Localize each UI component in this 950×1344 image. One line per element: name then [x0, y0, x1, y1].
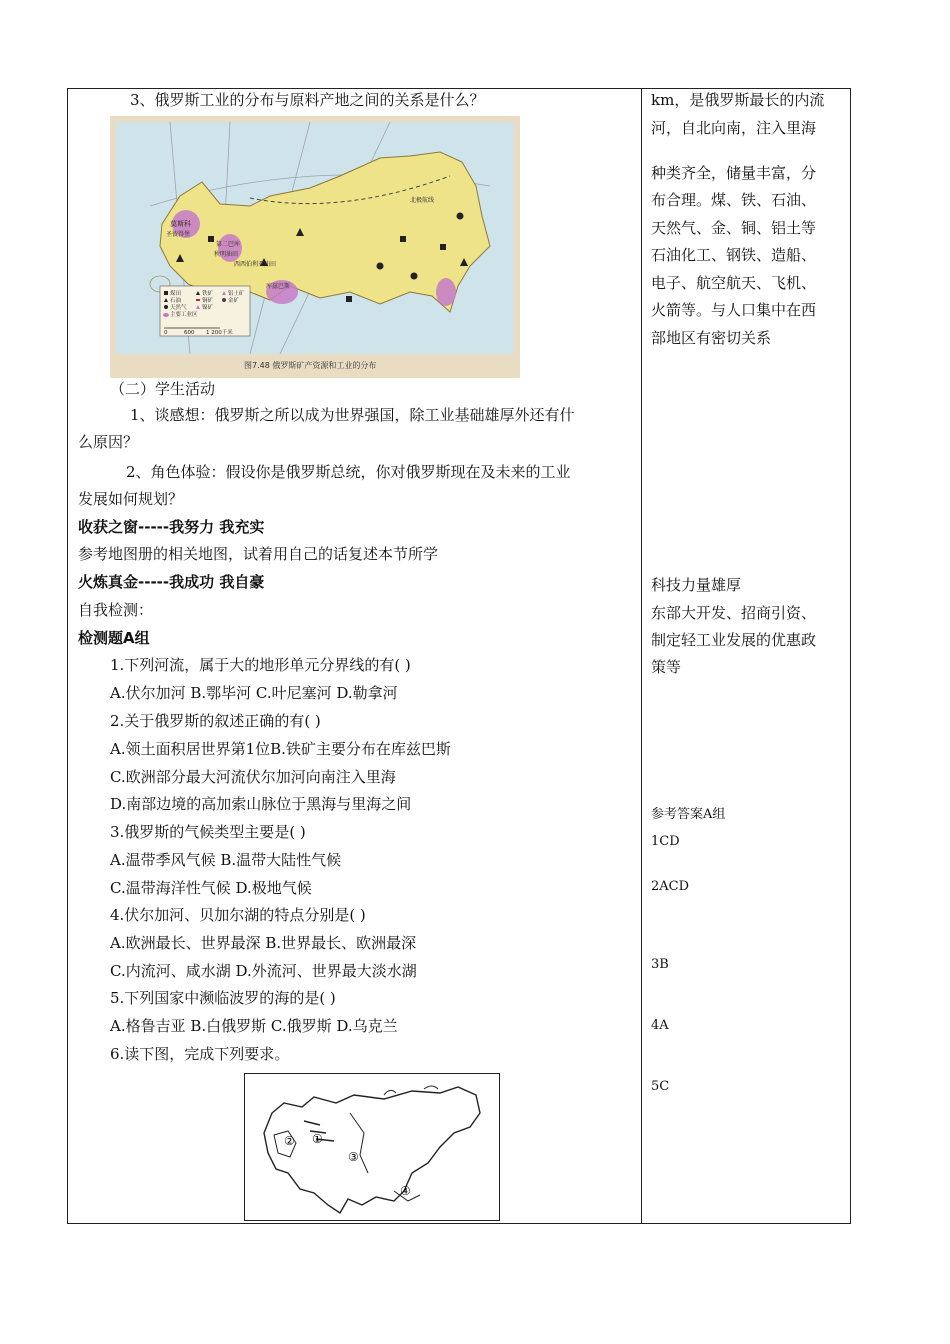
svg-text:天然气: 天然气 [170, 305, 187, 311]
right-note-5: 天然气、金、铜、铝土等 [651, 219, 817, 237]
activity-2-line-2: 发展如何规划？ [78, 490, 184, 508]
map-label-oilfield: 西西伯利亚油田 [234, 261, 277, 268]
map-legend [160, 286, 250, 336]
question-5: 5.下列国家中濒临波罗的海的是( ) [110, 989, 336, 1007]
mark-3: ③ [348, 1150, 359, 1164]
question-4: 4.伏尔加河、贝加尔湖的特点分别是( ) [110, 906, 366, 924]
answers-heading: 参考答案A组 [651, 807, 726, 822]
question-3-options-ab: A.温带季风气候 B.温带大陆性气候 [110, 851, 342, 869]
answer-4: 4A [651, 1018, 669, 1033]
question-3-options-cd: C.温带海洋性气候 D.极地气候 [110, 879, 312, 897]
map-label-kuzbass: 库兹巴斯 [266, 283, 291, 290]
question-2: 2.关于俄罗斯的叙述正确的有( ) [110, 712, 321, 730]
right-note-6: 石油化工、钢铁、造船、 [651, 246, 817, 264]
svg-text:600: 600 [184, 330, 195, 336]
trial-title: 火炼真金-----我成功 我自豪 [78, 573, 265, 591]
right-note-4: 布合理。煤、铁、石油、 [651, 191, 817, 209]
harvest-text: 参考地图册的相关地图，试着用自己的话复述本节所学 [78, 545, 439, 563]
question-5-options: A.格鲁吉亚 B.白俄罗斯 C.俄罗斯 D.乌克兰 [110, 1017, 398, 1035]
svg-text:铝土矿: 铝土矿 [228, 291, 245, 297]
question-4-options-cd: C.内流河、咸水湖 D.外流河、世界最大淡水湖 [110, 962, 417, 980]
question-1: 1.下列河流，属于大的地形单元分界线的有( ) [110, 656, 411, 674]
question-3-heading: 3、俄罗斯工业的分布与原料产地之间的关系是什么？ [130, 91, 485, 109]
map-label-tyumen: 秋明油田 [214, 251, 239, 258]
question-6: 6.读下图，完成下列要求。 [110, 1045, 290, 1063]
answer-1: 1CD [651, 834, 680, 849]
activity-1-line-1: 1、谈感想：俄罗斯之所以成为世界强国，除工业基础雄厚外还有什 [130, 406, 575, 424]
question-2-option-c: C.欧洲部分最大河流伏尔加河向南注入里海 [110, 768, 396, 786]
russia-resource-map [110, 116, 520, 378]
svg-text:1 200千米: 1 200千米 [206, 330, 233, 336]
group-a-heading: 检测题A组 [78, 629, 150, 647]
student-activity-heading: （二）学生活动 [110, 380, 216, 398]
map-caption: 图7.48 俄罗斯矿产资源和工业的分布 [244, 361, 377, 370]
activity-2-line-1: 2、角色体验：假设你是俄罗斯总统，你对俄罗斯现在及未来的工业 [126, 463, 571, 481]
right-note-13: 策等 [651, 658, 682, 676]
mark-4: ④ [400, 1184, 411, 1198]
column-divider [641, 88, 642, 1224]
right-note-9: 部地区有密切关系 [651, 329, 772, 347]
svg-text:镍矿: 镍矿 [202, 305, 214, 311]
svg-text:金矿: 金矿 [228, 298, 240, 304]
russia-outline-map [244, 1073, 500, 1221]
question-2-option-d: D.南部边境的高加索山脉位于黑海与里海之间 [110, 795, 412, 813]
question-1-options: A.伏尔加河 B.鄂毕河 C.叶尼塞河 D.勒拿河 [110, 684, 398, 702]
question-2-option-ab: A.领土面积居世界第1位B.铁矿主要分布在库兹巴斯 [110, 740, 451, 758]
map-label-northern-route: 北极航线 [410, 197, 435, 204]
harvest-title: 收获之窗-----我努力 我充实 [78, 518, 265, 536]
map-label-st-pete: 圣彼得堡 [166, 231, 191, 238]
mark-2: ② [284, 1134, 295, 1148]
mark-1: ① [312, 1132, 323, 1146]
svg-text:煤田: 煤田 [170, 291, 182, 297]
map-label-baku: 第二巴库 [216, 241, 241, 248]
right-note-2: 河，自北向南，注入里海 [651, 119, 817, 137]
right-note-11: 东部大开发、招商引资、 [651, 604, 817, 622]
self-test-label: 自我检测： [78, 601, 154, 619]
right-note-7: 电子、航空航天、飞机、 [651, 274, 817, 292]
svg-text:石油: 石油 [170, 298, 182, 304]
right-note-1: km，是俄罗斯最长的内流 [651, 91, 825, 109]
right-note-8: 火箭等。与人口集中在西 [651, 301, 817, 319]
map-label-moscow: 莫斯科 [170, 220, 191, 228]
right-note-12: 制定轻工业发展的优惠政 [651, 631, 817, 649]
right-note-10: 科技力量雄厚 [651, 576, 742, 594]
answer-3: 3B [651, 957, 669, 972]
svg-text:铜矿: 铜矿 [202, 298, 214, 304]
answer-5: 5C [651, 1079, 670, 1094]
activity-1-line-2: 么原因？ [78, 433, 139, 451]
svg-text:主要工业区: 主要工业区 [170, 312, 198, 318]
question-4-options-ab: A.欧洲最长、世界最深 B.世界最长、欧洲最深 [110, 934, 417, 952]
svg-text:铁矿: 铁矿 [202, 291, 214, 297]
right-note-3: 种类齐全，储量丰富，分 [651, 164, 817, 182]
question-3: 3.俄罗斯的气候类型主要是( ) [110, 823, 306, 841]
answer-2: 2ACD [651, 879, 690, 894]
svg-text:0: 0 [164, 330, 168, 336]
